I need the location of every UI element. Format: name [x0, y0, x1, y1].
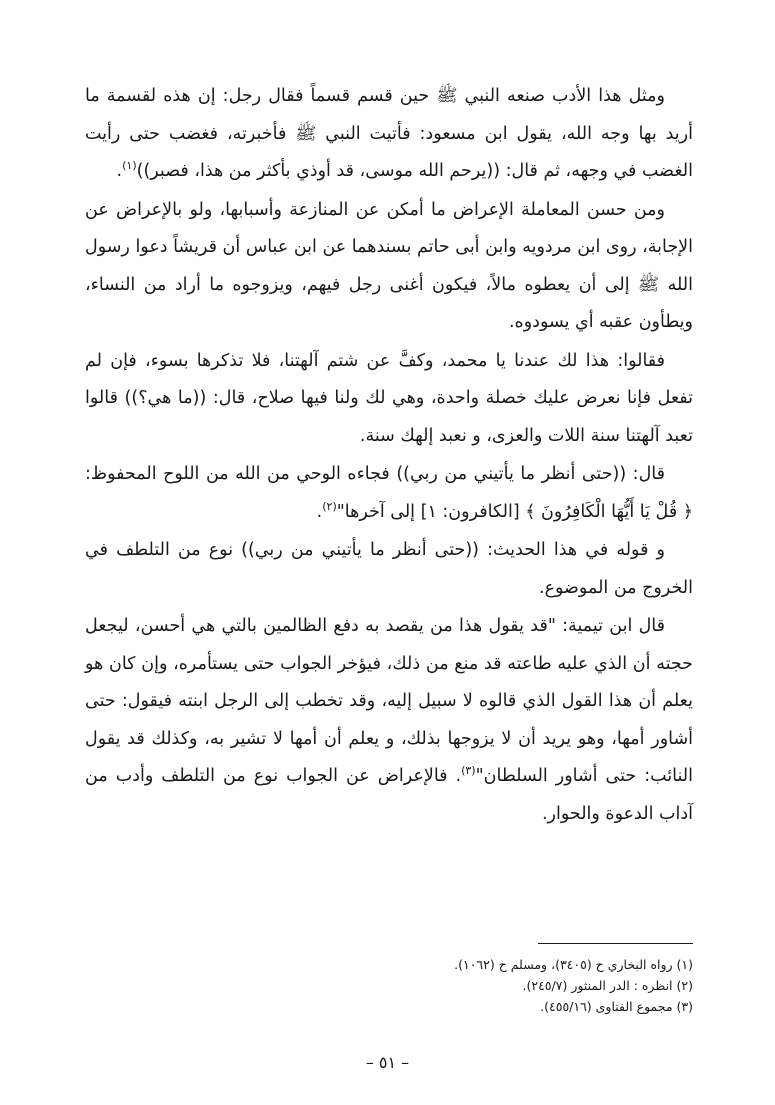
- paragraph-1-text: ومثل هذا الأدب صنعه النبي ﷺ حين قسم قسماً فقال رجل: إن هذه لقسمة ما أريد بها وجه الله، يقول ابن مسعود: فأتيت النبي ﷺ فأخبرته، فغضب حتى رأيت الغضب في وجهه، ثم قال: ((يرحم الله موسى، قد أوذي بأكثر من هذا، فصبر)): [85, 86, 693, 181]
- paragraph-2: [85, 192, 693, 342]
- paragraph-5-text: و قوله في هذا الحديث: ((حتى أنظر ما يأتيني من ربي)) نوع من التلطف في الخروج من الموضوع.: [85, 540, 693, 598]
- footnotes: [85, 954, 693, 1017]
- paragraph-3: [85, 343, 693, 456]
- paragraph-2-text: ومن حسن المعاملة الإعراض ما أمكن عن المنازعة وأسبابها، ولو بالإعراض عن الإجابة، روى ابن مردويه وابن أبى حاتم بسندهما عن ابن عباس أن قريشاً دعوا رسول الله ﷺ إلى أن يعطوه مالاً، فيكون أغنى رجل فيهم، ويزوجوه ما أراد من النساء، ويطأون عقبه أي يسودوه.: [85, 199, 693, 332]
- footnote-ref-2[interactable]: (٢): [322, 499, 337, 513]
- footnote-divider: [538, 943, 693, 944]
- paragraph-4-text: قال: ((حتى أنظر ما يأتيني من ربي)) فجاءه الوحي من الله من اللوح المحفوظ: ﴿ قُلْ يَا أَيُّهَا الْكَافِرُونَ ﴾ [الكافرون: ١] إلى آخرها": [85, 464, 693, 522]
- paragraph-4-tail: .: [316, 501, 323, 522]
- main-text: [85, 78, 693, 833]
- footnote-2: (٢) انظره : الدر المنثور (٢٤٥/٧).: [522, 978, 693, 993]
- paragraph-6: [85, 608, 693, 833]
- paragraph-1-tail: .: [116, 161, 123, 181]
- paragraph-5: [85, 532, 693, 607]
- paragraph-4: [85, 456, 693, 531]
- footnote-1: (١) رواه البخاري ح (٣٤٠٥)، ومسلم ح (١٠٦٢).: [454, 957, 693, 972]
- footnote-3: (٣) مجموع الفتاوى (٤٥٥/١٦).: [540, 999, 693, 1014]
- page-number: – ٥١ –: [365, 1053, 410, 1072]
- footnote-ref-3[interactable]: (٣): [461, 764, 476, 778]
- paragraph-1: [85, 78, 693, 191]
- footnote-ref-1[interactable]: (١): [122, 159, 137, 173]
- paragraph-6-text: قال ابن تيمية: "قد يقول هذا من يقصد به دفع الظالمين بالتي هي أحسن، ليجعل حجته أن الذي عليه طاعته قد منع من ذلك، فيؤخر الجواب حتى يستأمره، وإن كان هو يعلم أن هذا القول الذي قالوه لا سبيل إليه، وقد تخطب إلى الرجل ابنته فيقول: حتى أشاور أمها، وهو يريد أن لا يزوجها بذلك، و يعلم أن أمها لا تشير به، وكذلك قد يقول النائب: حتى أشاور السلطان": [85, 616, 693, 786]
- paragraph-6-tail: . فالإعراض عن الجواب نوع من التلطف وأدب من آداب الدعوة والحوار.: [85, 766, 693, 824]
- paragraph-3-text: فقالوا: هذا لك عندنا يا محمد، وكفَّ عن شتم آلهتنا، فلا تذكرها بسوء، فإن لم تفعل فإنا نعرض عليك خصلة واحدة، وهي لك ولنا فيها صلاح، قال: ((ما هي؟)) قالوا تعبد آلهتنا سنة اللات والعزى، و نعبد إلهك سنة.: [85, 350, 693, 446]
